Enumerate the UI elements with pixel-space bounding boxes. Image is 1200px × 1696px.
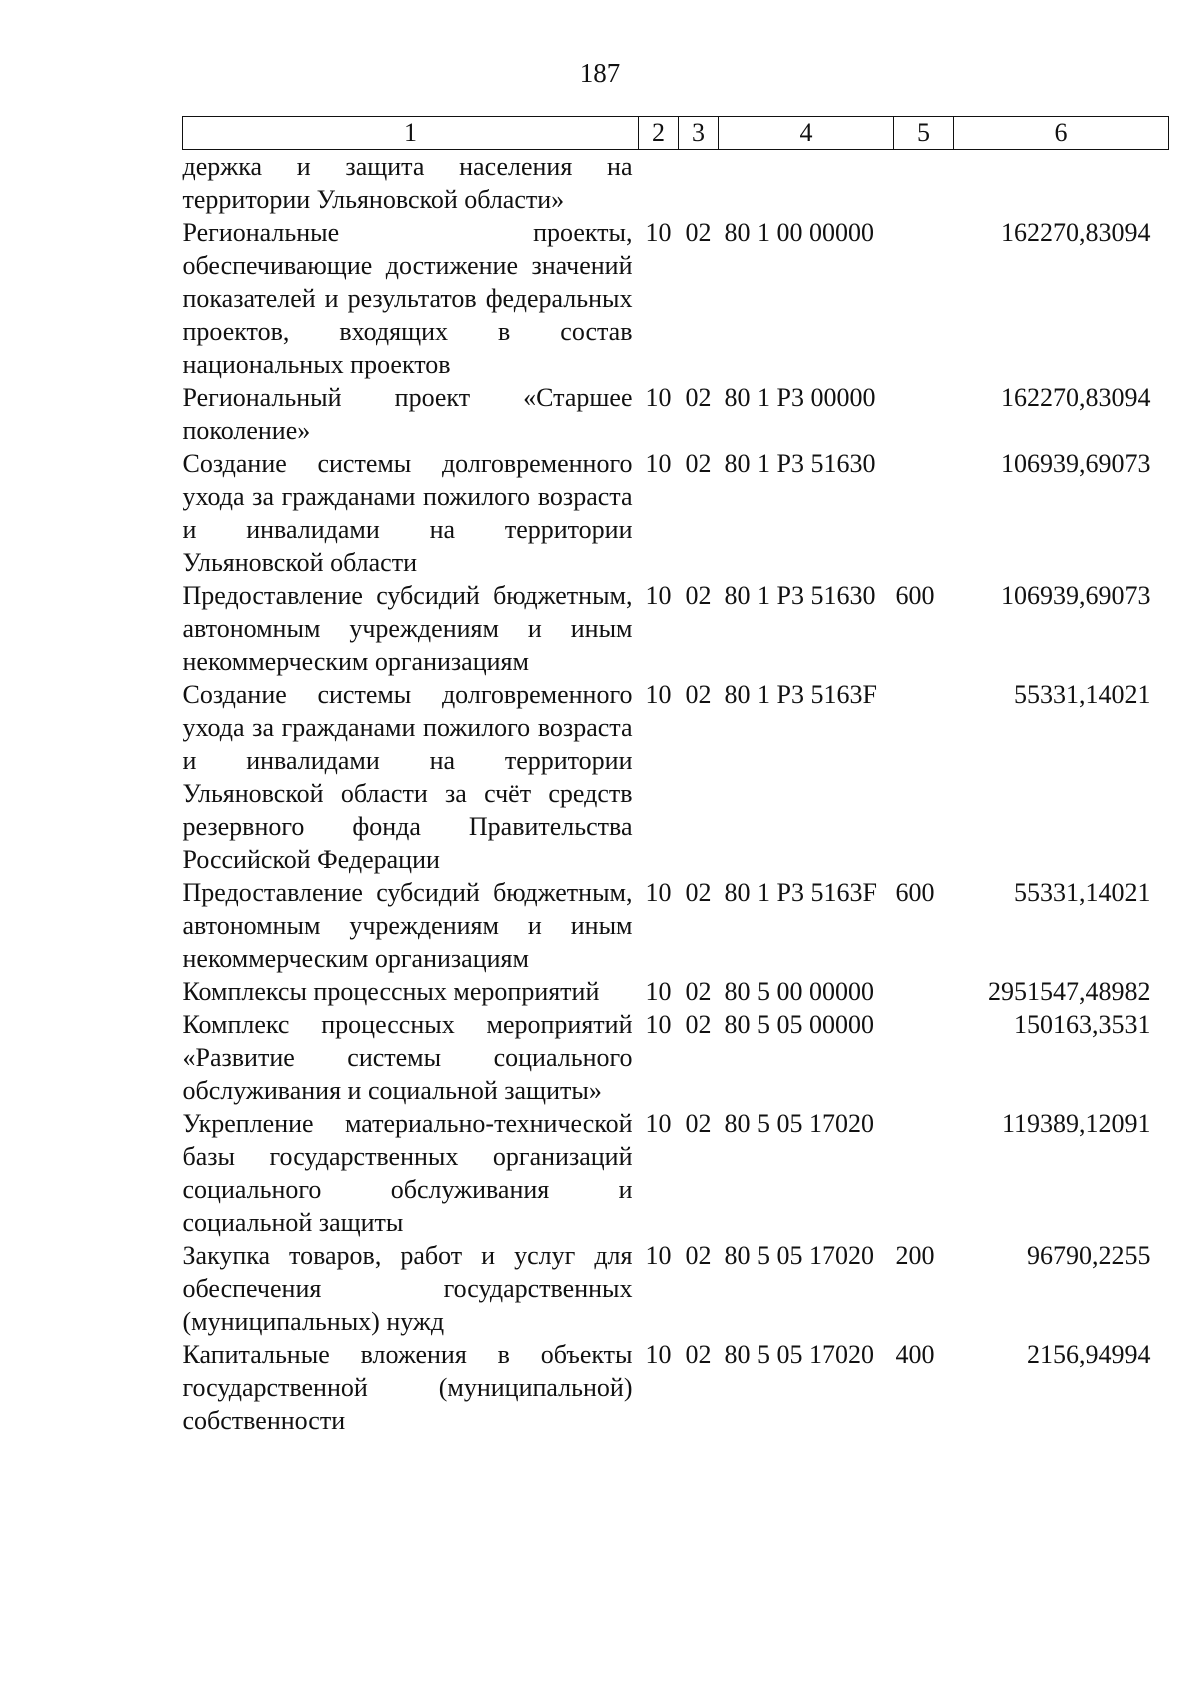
row-subsection: 02 [685,218,712,247]
row-target-article: 80 5 05 17020 [724,1340,874,1369]
row-name: Создание системы долговременного ухода за гражданами пожилого возраста и инвалидами на территории Ульяновской области [182,449,633,577]
row-amount: 106939,69073 [1001,449,1151,478]
table-row [183,447,1169,579]
row-expense-type: 200 [895,1241,935,1270]
table-row [183,876,1169,975]
row-subsection: 02 [685,1241,712,1270]
row-section: 10 [645,581,672,610]
row-target-article: 80 1 Р3 5163F [724,878,877,907]
row-section: 10 [645,878,672,907]
row-amount: 96790,2255 [1027,1241,1151,1270]
row-section: 10 [645,383,672,412]
row-section [639,150,679,217]
row-amount: 162270,83094 [1001,383,1151,412]
header-cell-3: 3 [679,117,719,150]
row-target-article: 80 1 Р3 5163F [724,680,877,709]
header-cell-2: 2 [639,117,679,150]
row-amount: 2156,94994 [1027,1340,1151,1369]
row-expense-type [894,678,954,876]
row-target-article: 80 1 Р3 51630 [724,581,876,610]
row-amount: 162270,83094 [1001,218,1151,247]
row-section: 10 [645,1010,672,1039]
row-name: Предоставление субсидий бюджетным, автономным учреждениям и иным некоммерческим организациям [182,581,633,676]
table-row [183,1239,1169,1338]
header-cell-5: 5 [894,117,954,150]
table-row [183,1338,1169,1437]
row-name: держка и защита населения на территории Ульяновской области» [182,152,633,214]
row-subsection: 02 [685,449,712,478]
row-section: 10 [645,1241,672,1270]
row-expense-type [894,975,954,1008]
row-amount: 55331,14021 [1014,680,1151,709]
row-section: 10 [645,218,672,247]
table-row [183,975,1169,1008]
row-section: 10 [645,680,672,709]
row-subsection: 02 [685,977,712,1006]
row-section: 10 [645,977,672,1006]
table-row [183,381,1169,447]
row-amount: 55331,14021 [1014,878,1151,907]
row-target-article: 80 5 00 00000 [724,977,874,1006]
row-name: Капитальные вложения в объекты государственной (муниципальной) собственности [182,1340,633,1435]
row-target-article: 80 1 00 00000 [724,218,874,247]
table-row [183,678,1169,876]
row-name: Региональные проекты, обеспечивающие достижение значений показателей и результатов федеральных проектов, входящих в состав национальных проектов [182,218,633,379]
row-name: Укрепление материально-технической базы государственных организаций социального обслуживания и социальной защиты [182,1109,633,1237]
row-name: Региональный проект «Старшее поколение» [182,383,633,445]
row-expense-type [894,1008,954,1107]
table-row [183,216,1169,381]
row-target-article: 80 5 05 17020 [724,1241,874,1270]
row-expense-type [894,447,954,579]
row-target-article: 80 5 05 17020 [724,1109,874,1138]
page-number: 187 [579,58,621,88]
row-expense-type [894,381,954,447]
row-subsection: 02 [685,581,712,610]
row-amount: 106939,69073 [1001,581,1151,610]
row-subsection: 02 [685,1109,712,1138]
row-name: Комплексы процессных мероприятий [182,977,600,1006]
row-subsection: 02 [685,1340,712,1369]
header-cell-1: 1 [183,117,639,150]
row-expense-type: 400 [895,1340,935,1369]
row-target-article: 80 1 Р3 51630 [724,449,876,478]
row-amount: 119389,12091 [1001,1109,1151,1138]
row-expense-type: 600 [895,878,935,907]
row-amount: 150163,3531 [1014,1010,1151,1039]
row-section: 10 [645,1109,672,1138]
table-header-row [183,117,1169,150]
table-row [183,1008,1169,1107]
row-target-article [719,150,894,217]
budget-table [182,116,1169,1437]
row-target-article: 80 1 Р3 00000 [724,383,876,412]
row-subsection: 02 [685,383,712,412]
row-amount: 2951547,48982 [988,977,1151,1006]
header-cell-6: 6 [954,117,1169,150]
row-target-article: 80 5 05 00000 [724,1010,874,1039]
table-row [183,579,1169,678]
row-name: Комплекс процессных мероприятий «Развитие системы социального обслуживания и социальной защиты» [182,1010,633,1105]
row-subsection [679,150,719,217]
row-name: Закупка товаров, работ и услуг для обеспечения государственных (муниципальных) нужд [182,1241,633,1336]
row-subsection: 02 [685,878,712,907]
row-expense-type [894,150,954,217]
table-row [183,1107,1169,1239]
row-expense-type [894,1107,954,1239]
row-amount [954,150,1169,217]
row-section: 10 [645,1340,672,1369]
row-subsection: 02 [685,680,712,709]
row-expense-type [894,216,954,381]
row-section: 10 [645,449,672,478]
row-subsection: 02 [685,1010,712,1039]
row-name: Создание системы долговременного ухода за гражданами пожилого возраста и инвалидами на территории Ульяновской области за счёт средств резервного фонда Правительства Российской Федерации [182,680,633,874]
header-cell-4: 4 [719,117,894,150]
table-row [183,150,1169,217]
row-expense-type: 600 [895,581,935,610]
row-name: Предоставление субсидий бюджетным, автономным учреждениям и иным некоммерческим организациям [182,878,633,973]
